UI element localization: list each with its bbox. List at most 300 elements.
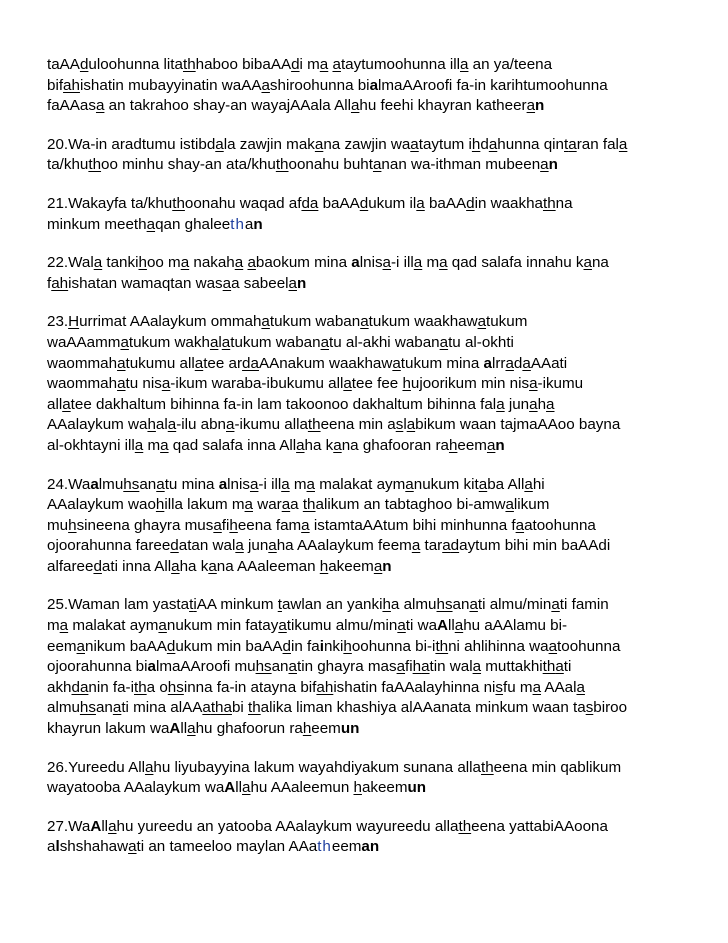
underlined-run: a [215, 135, 224, 153]
verse-paragraph [47, 595, 697, 739]
text-run: a sabeel [231, 274, 289, 292]
underlined-run: a [405, 475, 414, 493]
text-run: AAalaykum wao [47, 496, 156, 514]
text-run: AAati [530, 354, 568, 372]
text-run: ta/khu [47, 156, 89, 174]
underlined-run: t [564, 135, 569, 153]
underlined-run: a [505, 354, 514, 372]
text-run: nukum kit [413, 475, 479, 493]
text-run: eena min qablikum [493, 758, 622, 776]
bold-run: an [361, 838, 380, 856]
underlined-run: h [412, 658, 422, 676]
text-run: ha k [179, 557, 209, 575]
text-line [47, 76, 697, 97]
text-run: eena yattabiAAoona [471, 817, 608, 835]
text-run: eena min a [320, 416, 396, 434]
text-run: d [513, 354, 523, 372]
underlined-run: a [108, 817, 117, 835]
underlined-run: a [477, 313, 487, 331]
underlined-run: a [397, 617, 406, 635]
text-run: tanki [102, 254, 139, 272]
text-run: toohunna [557, 637, 621, 655]
text-run: likum [513, 496, 550, 514]
bold-run: a [351, 254, 360, 272]
bold-run: un [407, 779, 427, 797]
underlined-run: a [319, 56, 329, 73]
text-line [47, 55, 697, 76]
underlined-run: a [372, 156, 382, 174]
underlined-run: d [166, 637, 176, 655]
underlined-run: a [618, 135, 628, 153]
text-line [47, 657, 697, 678]
text-run: taAA [47, 56, 80, 73]
text-run: d [480, 135, 489, 153]
underlined-run: th [88, 156, 102, 174]
underlined-run: a [288, 274, 297, 292]
underlined-run: a [515, 516, 525, 534]
verse-paragraph [47, 758, 697, 799]
text-run: khayrun lakum wa [47, 720, 170, 738]
underlined-run: a [194, 354, 204, 372]
text-run: awlan an yanki [281, 596, 383, 614]
underlined-run: da [301, 194, 319, 212]
text-line [47, 96, 697, 117]
underlined-run: a [208, 557, 217, 575]
text-run: an [95, 699, 113, 717]
verse-paragraph [47, 253, 697, 294]
underlined-run: a [281, 475, 290, 493]
text-line [47, 354, 697, 375]
text-run: akeem [328, 557, 374, 575]
underlined-run: ah [316, 678, 334, 696]
text-line [47, 536, 697, 557]
text-run: qan ghalee [155, 215, 231, 233]
text-run: hu liyubayyina lakum wayahdiyakum sunana alla [153, 758, 481, 776]
text-line [47, 637, 697, 658]
text-run: eem [457, 436, 487, 454]
underlined-run: a [442, 537, 451, 555]
underlined-run: h [353, 779, 362, 797]
underlined-run: a [320, 333, 330, 351]
text-line [47, 758, 697, 779]
underlined-run: a [360, 313, 369, 331]
spaced-run: th [317, 838, 332, 856]
underlined-run: th [210, 699, 224, 717]
underlined-run: a [555, 658, 564, 676]
text-run: qad salafa innahu k [447, 254, 584, 272]
text-run: an [452, 596, 470, 614]
text-run: oo minhu shay-an ata/khu [101, 156, 276, 174]
text-run: aytum bihi min baAAdi [459, 537, 611, 555]
text-run: atan wal [178, 537, 236, 555]
text-run: AA minkum [196, 596, 278, 614]
text-line [47, 678, 697, 699]
underlined-run: d [282, 637, 291, 655]
underlined-run: a [221, 333, 231, 351]
text-run: a o [146, 678, 168, 696]
underlined-run: i [193, 596, 197, 614]
text-line [47, 698, 697, 719]
text-run: sineena ghayra mus [76, 516, 214, 534]
text-run: tu al-okhti [448, 333, 514, 351]
underlined-run: a [161, 375, 171, 393]
underlined-run: a [469, 596, 478, 614]
text-run: qad salafa inna All [168, 436, 297, 454]
text-run: lrr [491, 354, 506, 372]
bold-run: a [147, 658, 156, 676]
text-run: tee ar [203, 354, 243, 372]
text-line [47, 616, 697, 637]
underlined-run: h [68, 516, 77, 534]
underlined-run: a [406, 416, 416, 434]
text-run: na [591, 254, 609, 272]
underlined-run: a [421, 658, 430, 676]
underlined-run: a [261, 76, 270, 94]
text-run: tukum waban [269, 313, 361, 331]
underlined-run: ah [63, 76, 80, 94]
underlined-run: th [307, 416, 321, 434]
underlined-run: a [373, 557, 383, 575]
underlined-run: H [68, 313, 80, 331]
underlined-run: a [396, 658, 406, 676]
underlined-run: a [120, 333, 129, 351]
text-run: oonahu buht [288, 156, 373, 174]
text-run: tin wal [429, 658, 473, 676]
text-run: na zawjin wa [323, 135, 411, 153]
text-run: ll [180, 720, 188, 738]
underlined-run: a [202, 699, 211, 717]
text-run: -ikumu [537, 375, 584, 393]
underlined-run: a [583, 254, 592, 272]
text-run: 21.Wakayfa ta/khu [47, 194, 173, 212]
text-line [47, 516, 697, 537]
underlined-run: a [93, 254, 103, 272]
text-line [47, 415, 697, 436]
underlined-run: hs [436, 596, 453, 614]
text-run: shiroohunna bi [269, 76, 370, 94]
underlined-run: a [59, 617, 69, 635]
text-run: ojoorahunna bi [47, 658, 148, 676]
underlined-run: a [226, 416, 235, 434]
bold-run: n [548, 156, 558, 174]
text-run: l [403, 416, 407, 434]
underlined-run: h [402, 375, 411, 393]
text-run: nikum baAA [85, 637, 167, 655]
bold-run: n [296, 274, 307, 292]
text-run: ran fal [576, 135, 619, 153]
text-run: baAA [424, 194, 467, 212]
text-line [47, 135, 697, 156]
bold-run: A [224, 779, 236, 797]
text-run: waommah [47, 354, 118, 372]
text-run: illa lakum m [164, 496, 245, 514]
text-run: oo m [146, 254, 181, 272]
bold-run: a [218, 475, 228, 493]
text-run: ha AAalaykum feem [276, 537, 412, 555]
underlined-run: a [410, 135, 419, 153]
underlined-run: a [350, 97, 360, 115]
text-run: jun [504, 395, 530, 413]
text-run: a [244, 215, 254, 233]
underlined-run: a [112, 699, 122, 717]
underlined-run: a [551, 596, 560, 614]
verse-paragraph [47, 817, 697, 858]
underlined-run: a [288, 658, 297, 676]
text-run: hu yureedu an yatooba AAalaykum wayureedu alla [116, 817, 459, 835]
underlined-run: a [413, 254, 423, 272]
underlined-run: th [542, 194, 556, 212]
text-run: -ikum waraba-ibukumu all [170, 375, 344, 393]
text-run: baAA [318, 194, 360, 212]
text-run: tukumu all [125, 354, 195, 372]
text-run: -i ill [258, 475, 282, 493]
underlined-run: t [189, 596, 194, 614]
underlined-run: a [144, 758, 154, 776]
text-run: tikumu almu/min [286, 617, 398, 635]
text-run: ti an tameeloo maylan AAa [136, 838, 318, 856]
text-run: ojoorahunna faree [47, 537, 171, 555]
text-run: AAnakum waakhaw [258, 354, 393, 372]
text-line [47, 778, 697, 799]
underlined-run: a [247, 254, 256, 272]
text-run: malakat aym [68, 617, 159, 635]
underlined-run: hs [255, 658, 272, 676]
underlined-run: a [180, 254, 190, 272]
text-run: eem [47, 637, 77, 655]
underlined-run: a [244, 496, 253, 514]
text-line [47, 495, 697, 516]
underlined-run: hs [79, 699, 96, 717]
text-line [47, 253, 697, 274]
underlined-run: a [268, 537, 277, 555]
text-run: alika liman khashiya alAAanata minkum waan ta [260, 699, 586, 717]
text-run: bi [231, 699, 248, 717]
underlined-run: hs [123, 475, 140, 493]
text-line [47, 333, 697, 354]
text-run: nin fa-i [88, 678, 134, 696]
text-run: an ya/teena [468, 56, 553, 73]
text-run: nakah [189, 254, 235, 272]
underlined-run: a [524, 475, 533, 493]
text-run: m [143, 436, 161, 454]
text-run: istamtaAAtum bihi minhunna f [309, 516, 516, 534]
text-run: eena fam [237, 516, 302, 534]
bold-run: n [382, 557, 392, 575]
text-run: an [271, 658, 289, 676]
text-run: m [422, 254, 440, 272]
spaced-run: th [230, 215, 245, 233]
text-run: eem [311, 720, 341, 738]
text-run: jun [243, 537, 269, 555]
text-run: ti [563, 658, 572, 676]
underlined-run: a [128, 838, 137, 856]
text-run: an takrahoo shay-an wayajAAala All [104, 97, 351, 115]
bold-run: n [253, 215, 263, 233]
text-line [47, 312, 697, 333]
text-run: faAAas [47, 97, 96, 115]
underlined-run: a [222, 274, 232, 292]
text-run: fi [405, 658, 413, 676]
bold-run: A [90, 817, 102, 835]
underlined-run: a [568, 135, 577, 153]
underlined-run: a [454, 617, 464, 635]
underlined-run: a [76, 637, 85, 655]
text-run: atoohunna [524, 516, 596, 534]
text-run: na AAaleeman [216, 557, 320, 575]
text-run: in fa [291, 637, 320, 655]
text-run: baokum mina [255, 254, 352, 272]
text-run: ll [235, 779, 243, 797]
underlined-run: d [359, 194, 369, 212]
text-run: ati inna All [101, 557, 172, 575]
underlined-run: a [486, 436, 496, 454]
text-run: a almu [390, 596, 437, 614]
underlined-run: a [134, 436, 144, 454]
text-run: ishatin mubayyinatin waAA [79, 76, 262, 94]
underlined-run: hs [167, 678, 184, 696]
text-run: hu feehi khayran katheer [359, 97, 527, 115]
text-run: AAal [541, 678, 577, 696]
underlined-run: a [242, 779, 251, 797]
underlined-run: a [496, 395, 505, 413]
underlined-run: h [448, 436, 458, 454]
underlined-run: ah [51, 274, 69, 292]
text-run: all [47, 395, 63, 413]
text-run: wayatooba AAalaykum wa [47, 779, 225, 797]
underlined-run: d [79, 56, 89, 73]
underlined-run: a [171, 557, 180, 575]
text-run: haboo bibaAA [195, 56, 292, 73]
bold-run: l [55, 838, 60, 856]
text-run: l [218, 333, 222, 351]
text-run: ll [447, 617, 455, 635]
underlined-run: a [278, 617, 287, 635]
text-run: ti wa [405, 617, 438, 635]
text-run: fu m [503, 678, 533, 696]
underlined-run: d [466, 194, 475, 212]
text-line [47, 557, 697, 578]
underlined-run: a [167, 416, 177, 434]
text-run: hi [532, 475, 545, 493]
underlined-run: a [281, 496, 291, 514]
text-run: -ikumu alla [234, 416, 308, 434]
text-run: ll [101, 817, 109, 835]
text-run: uloohunna lita [88, 56, 183, 73]
text-run: na [555, 194, 573, 212]
text-run: 24.Wa [47, 475, 91, 493]
verse-paragraph [47, 475, 697, 578]
underlined-run: a [261, 313, 270, 331]
text-run: ukum min baAA [175, 637, 283, 655]
underlined-run: a [117, 354, 126, 372]
text-run: tukum mina [400, 354, 484, 372]
text-run: war [253, 496, 282, 514]
text-run: m [47, 617, 60, 635]
text-run: hu aAAlamu bi- [463, 617, 568, 635]
underlined-run: a [306, 475, 315, 493]
underlined-run: a [522, 354, 531, 372]
text-run: alfaree [47, 557, 94, 575]
text-run: eem [331, 838, 362, 856]
text-run: tu al-akhi waban [329, 333, 440, 351]
underlined-run: th [435, 637, 449, 655]
text-line [47, 215, 697, 236]
text-run: ukum il [368, 194, 417, 212]
text-run: -i ill [391, 254, 414, 272]
text-run: la zawjin mak [223, 135, 315, 153]
bold-run: un [340, 720, 360, 738]
underlined-run: d [170, 537, 179, 555]
text-run: ha k [304, 436, 334, 454]
underlined-run: d [450, 537, 460, 555]
underlined-run: a [343, 375, 352, 393]
text-run: nki [323, 637, 344, 655]
bold-run: a [483, 354, 492, 372]
text-run: ti almu/min [477, 596, 552, 614]
text-run: 25.Waman lam yasta [47, 596, 190, 614]
underlined-run: a [62, 395, 71, 413]
underlined-run: h [471, 135, 481, 153]
verse-paragraph [47, 312, 697, 456]
text-run: ishatan wamaqtan was [68, 274, 223, 292]
underlined-run: h [138, 254, 147, 272]
underlined-run: th [480, 758, 494, 776]
text-run: lnis [359, 254, 383, 272]
verse-paragraph [47, 135, 697, 176]
underlined-run: h [147, 416, 156, 434]
underlined-run: s [585, 699, 594, 717]
underlined-run: a [416, 194, 425, 212]
text-run: akh [47, 678, 72, 696]
text-run: ujoorikum min nis [410, 375, 530, 393]
underlined-run: a [223, 699, 232, 717]
text-run: an [139, 475, 157, 493]
underlined-run: a [301, 516, 310, 534]
underlined-run: a [213, 516, 222, 534]
text-run: tin ghayra mas [296, 658, 397, 676]
text-run: ti famin [559, 596, 609, 614]
underlined-run: a [296, 436, 305, 454]
underlined-run: h [343, 637, 352, 655]
text-run: tukum wakh [128, 333, 210, 351]
text-run: biroo [593, 699, 628, 717]
text-line [47, 194, 697, 215]
text-run: na ghafooran ra [341, 436, 449, 454]
underlined-run: da [71, 678, 89, 696]
underlined-run: a [249, 475, 259, 493]
text-run: lmaAAroofi mu [155, 658, 256, 676]
verse-paragraph [47, 194, 697, 235]
underlined-run: a [548, 637, 558, 655]
document-page [47, 55, 697, 876]
underlined-run: a [382, 254, 391, 272]
underlined-run: h [229, 516, 238, 534]
text-run: tar [420, 537, 443, 555]
underlined-run: a [529, 375, 538, 393]
text-run: in waakha [474, 194, 543, 212]
text-line [47, 436, 697, 457]
underlined-run: a [532, 678, 542, 696]
text-run: h [537, 395, 547, 413]
underlined-run: t [277, 596, 282, 614]
text-run: bikum waan tajmaAAoo bayna [415, 416, 621, 434]
text-run: waommah [47, 375, 118, 393]
text-run: minkum meeth [47, 215, 147, 233]
underlined-run: h [382, 596, 391, 614]
text-run: inna fa-in atayna bif [183, 678, 317, 696]
text-line [47, 155, 697, 176]
text-run: ishatin faAAalayhinna ni [333, 678, 496, 696]
